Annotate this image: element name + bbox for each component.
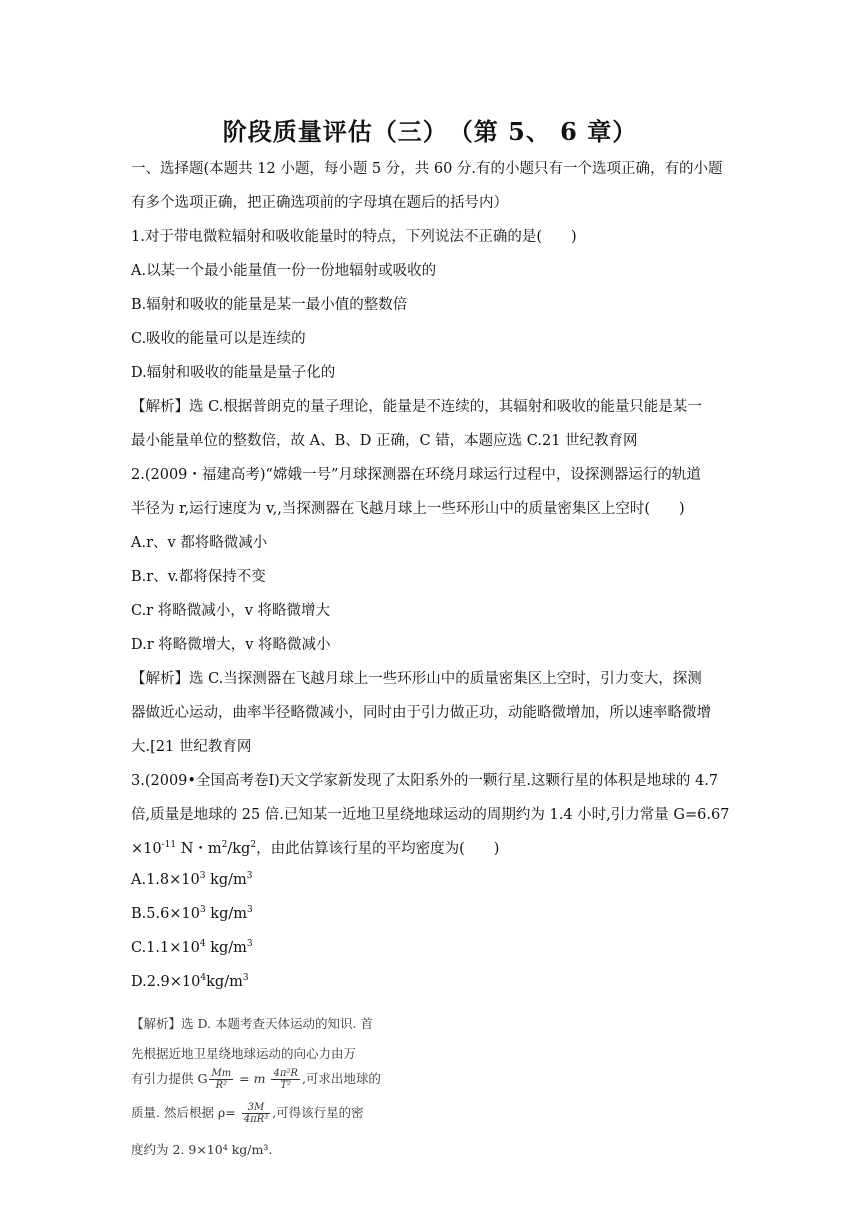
q2-option-b: B.r、v.都将保持不变 xyxy=(131,569,266,585)
q2-analysis-line-1: 【解析】选 C.当探测器在飞越月球上一些环形山中的质量密集区上空时，引力变大，探测 xyxy=(131,671,702,687)
q3-analysis-image xyxy=(131,1006,381,1156)
q2-stem-line-1: 2.(2009・福建高考)“嫦娥一号”月球探测器在环绕月球运行过程中，设探测器运行的轨道 xyxy=(131,467,701,483)
q3-analysis-image-line-2: 先根据近地卫星绕地球运动的向心力由万 xyxy=(131,1046,357,1061)
q3-stem-line-1: 3.(2009•全国高考卷Ⅰ)天文学家新发现了太阳系外的一颗行星.这颗行星的体积是地球的 4.7 xyxy=(131,773,719,789)
q2-analysis-line-3: 大.[21 世纪教育网 xyxy=(131,739,252,755)
q3-analysis-image-line-4: 质量. 然后根据 ρ= $\frac{3M}{\text{4πR³}}$ ,可得该行星的密 xyxy=(131,1102,364,1125)
fraction-mm-r2: $\frac{Mm}{\text{R²}}$ xyxy=(211,1068,232,1091)
q2-stem-line-2: 半径为 r,运行速度为 v,,当探测器在飞越月球上一些环形山中的质量密集区上空时( ) xyxy=(131,501,685,517)
q2-option-a: A.r、v 都将略微减小 xyxy=(131,535,268,551)
fraction-4pi2r-t2: $\frac{\text{4π²R}}{\text{T²}}$ xyxy=(273,1068,298,1091)
q1-analysis-line-2: 最小能量单位的整数倍，故 A、B、D 正确，C 错，本题应选 C.21 世纪教育网 xyxy=(131,433,638,449)
q2-analysis-line-2: 器做近心运动，曲率半径略微减小，同时由于引力做正功，动能略微增加，所以速率略微增 xyxy=(131,705,711,721)
q3-option-b: $B.5.6\times 10^3$ $kg/m^3$ xyxy=(131,905,253,922)
section-header-line-1: 一、选择题(本题共 12 小题，每小题 5 分，共 60 分.有的小题只有一个选项正确，有的小题 xyxy=(131,161,723,177)
q1-option-a: A.以某一个最小能量值一份一份地辐射或吸收的 xyxy=(131,263,437,279)
q1-option-b: B.辐射和吸收的能量是某一最小值的整数倍 xyxy=(131,297,408,313)
q3-analysis-image-line-5: 度约为 2. 9×10⁴ kg/m³. xyxy=(131,1142,273,1157)
q3-option-d: $D.2.9\times 10^4kg/m^3$ xyxy=(131,973,249,990)
page-title: 阶段质量评估（三） （第 5、 6 章） xyxy=(222,117,638,146)
q3-analysis-image-line-3: 有引力提供 G $\frac{Mm}{\text{R²}}$ = m $\frac{\text{4π²R}}{\text{T²}}$ ,可求出地球的 xyxy=(131,1068,381,1091)
q3-stem-line-2: 倍,质量是地球的 25 倍.已知某一近地卫星绕地球运动的周期约为 1.4 小时,引力常量 G=6.67 xyxy=(131,807,730,823)
q2-option-c: C.r 将略微减小，v 将略微增大 xyxy=(131,603,331,619)
q2-option-d: D.r 将略微增大，v 将略微减小 xyxy=(131,637,331,653)
q3-stem-line-3: $\times 10^{-11}$ N・$m^2/kg^2$，由此估算该行星的平均密度为( ) xyxy=(131,840,500,857)
q1-analysis-line-1: 【解析】选 C.根据普朗克的量子理论，能量是不连续的，其辐射和吸收的能量只能是某一 xyxy=(131,399,702,415)
section-header-line-2: 有多个选项正确，把正确选项前的字母填在题后的括号内） xyxy=(131,195,508,211)
q1-stem: 1.对于带电微粒辐射和吸收能量时的特点，下列说法不正确的是( ) xyxy=(131,229,577,245)
q1-option-d: D.辐射和吸收的能量是量子化的 xyxy=(131,365,336,381)
q3-option-a: $A.1.8\times 10^3$ $kg/m^3$ xyxy=(131,871,253,888)
q1-option-c: C.吸收的能量可以是连续的 xyxy=(131,331,306,347)
q3-option-c: $C.1.1\times 10^4$ $kg/m^3$ xyxy=(131,939,253,956)
fraction-3m-4pir3: $\frac{3M}{\text{4πR³}}$ xyxy=(243,1102,269,1125)
q3-analysis-image-line-1: 【解析】选 D. 本题考查天体运动的知识. 首 xyxy=(131,1016,373,1031)
